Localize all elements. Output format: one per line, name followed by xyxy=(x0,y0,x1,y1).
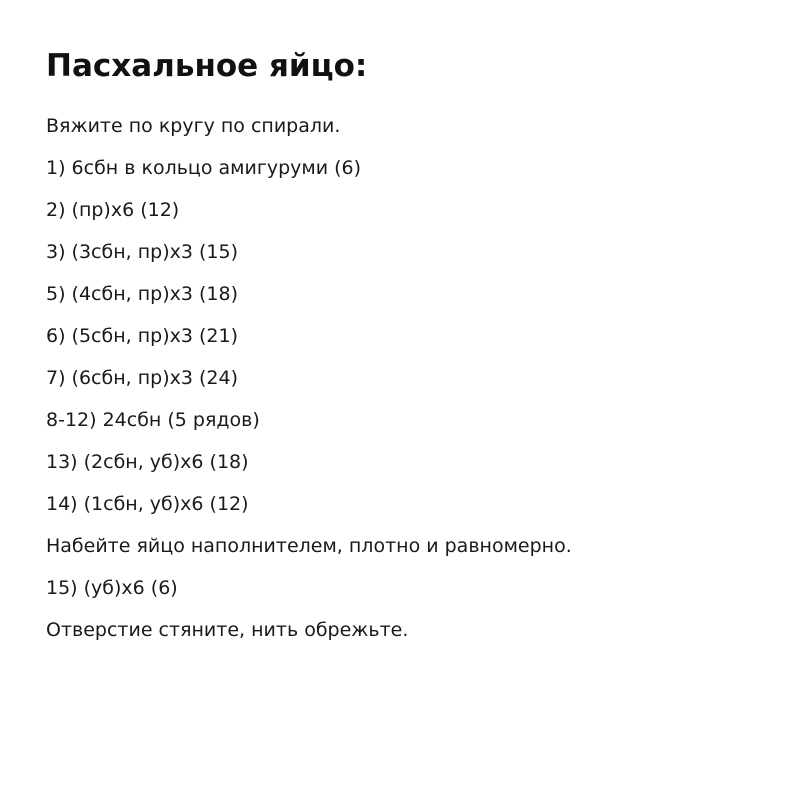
instruction-row-13: 13) (2сбн, уб)х6 (18) xyxy=(46,451,249,473)
instruction-finish: Отверстие стяните, нить обрежьте. xyxy=(46,619,409,641)
instruction-row-14: 14) (1сбн, уб)х6 (12) xyxy=(46,493,249,515)
page-title: Пасхальное яйцо: xyxy=(46,48,368,84)
instruction-list xyxy=(46,105,766,651)
instruction-row-2: 2) (пр)х6 (12) xyxy=(46,199,180,221)
instruction-row-1: 1) 6сбн в кольцо амигуруми (6) xyxy=(46,157,362,179)
instruction-row-3: 3) (3сбн, пр)х3 (15) xyxy=(46,241,238,263)
instruction-row-5: 5) (4сбн, пр)х3 (18) xyxy=(46,283,238,305)
instruction-stuffing: Набейте яйцо наполнителем, плотно и равномерно. xyxy=(46,535,572,557)
instruction-row-6: 6) (5сбн, пр)х3 (21) xyxy=(46,325,238,347)
instruction-row-15: 15) (уб)х6 (6) xyxy=(46,577,178,599)
instruction-row-7: 7) (6сбн, пр)х3 (24) xyxy=(46,367,238,389)
pattern-document xyxy=(46,44,766,651)
instruction-rows-8-12: 8-12) 24сбн (5 рядов) xyxy=(46,409,260,431)
instruction-intro: Вяжите по кругу по спирали. xyxy=(46,115,341,137)
